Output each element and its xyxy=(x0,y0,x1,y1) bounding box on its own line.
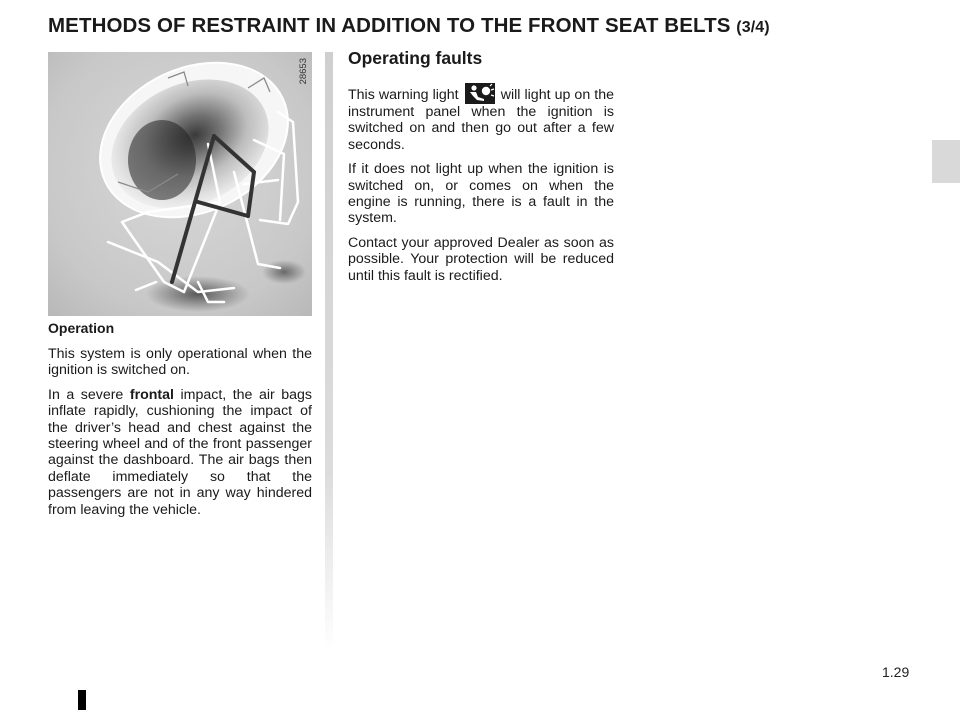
operation-paragraph-2 xyxy=(48,387,312,518)
faults-paragraph-1 xyxy=(348,83,614,153)
page-title xyxy=(48,14,770,38)
column-divider xyxy=(325,52,333,652)
airbag-warning-icon xyxy=(465,83,495,104)
section-tab xyxy=(932,140,960,183)
title-text: METHODS OF RESTRAINT IN ADDITION TO THE FRONT SEAT BELTS xyxy=(48,14,731,37)
operation-heading: Operation xyxy=(48,320,115,336)
corner-mark xyxy=(78,690,86,710)
faults-text-b: will light up on the instrument panel when the ignition is switched on and then go out after a few seconds. xyxy=(348,87,614,153)
faults-section xyxy=(348,48,614,292)
faults-text-a: This warning light xyxy=(348,87,459,103)
faults-heading: Operating faults xyxy=(348,48,483,68)
figure-reference: 28653 xyxy=(298,58,309,85)
operation-section xyxy=(48,320,312,526)
faults-paragraph-3: Contact your approved Dealer as soon as possible. Your protection will be reduced until this fault is rectified. xyxy=(348,234,614,284)
airbag-seat-illustration-icon xyxy=(48,52,312,316)
page-number: 1.29 xyxy=(882,664,910,680)
operation-text-b: impact, the air bags inflate rapidly, cushioning the impact of the driver’s head and chest against the steering wheel and of the front passenger against the dashboard. The air bags then deflate immediately so that the passengers are not in any way hindered from leaving the vehicle. xyxy=(48,386,313,518)
operation-text-a: In a severe xyxy=(48,386,130,403)
operation-paragraph-1: This system is only operational when the ignition is switched on. xyxy=(48,346,312,379)
faults-paragraph-2: If it does not light up when the ignition is switched on, or comes on when the engine is running, there is a fault in the system. xyxy=(348,161,614,227)
title-part: (3/4) xyxy=(736,19,770,36)
operation-text-bold: frontal xyxy=(129,386,174,403)
airbag-illustration xyxy=(48,52,312,316)
